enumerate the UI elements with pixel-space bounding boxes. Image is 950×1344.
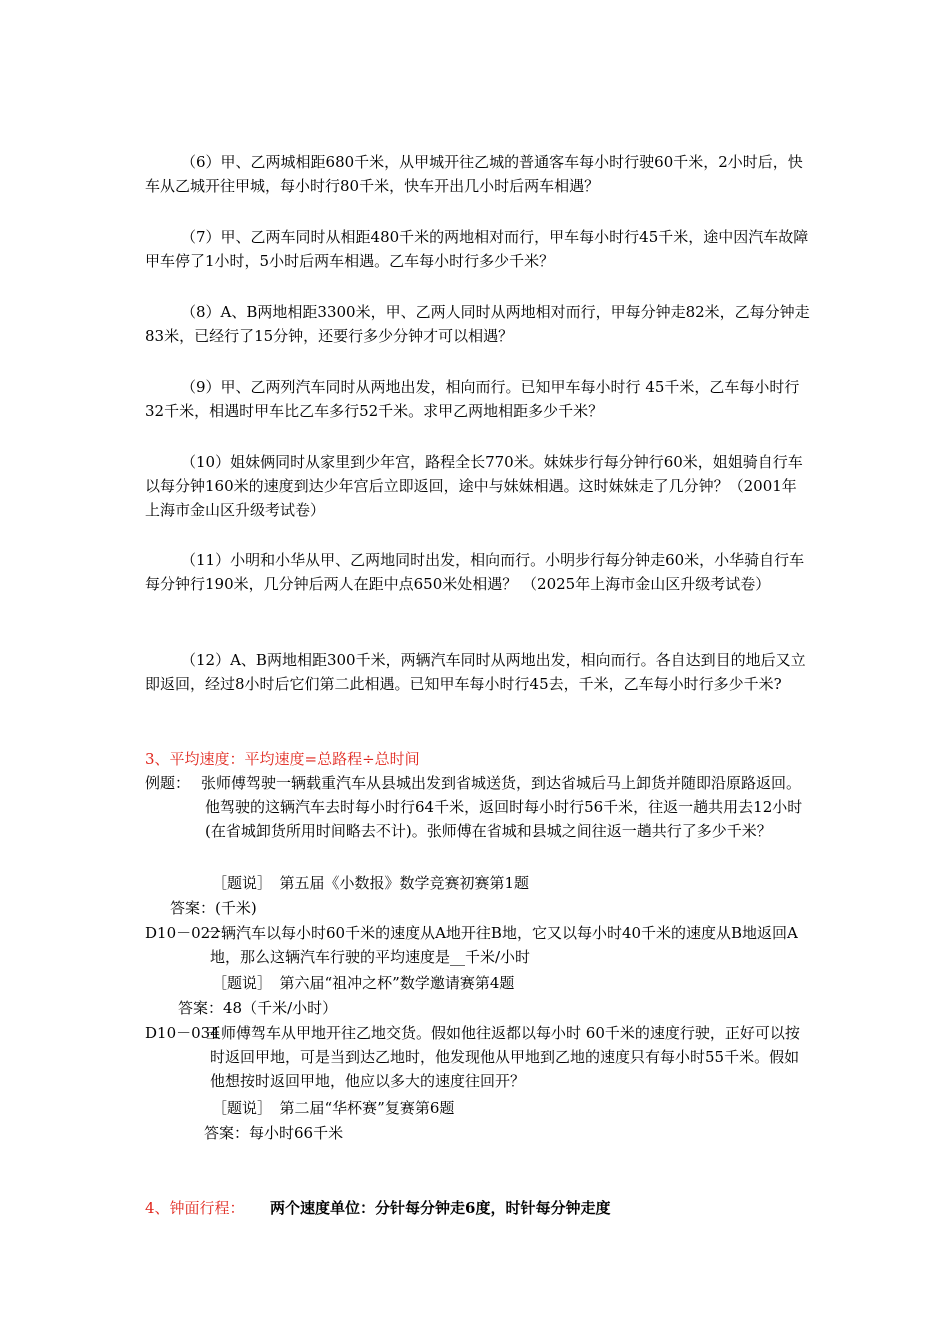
problem-7: （7）甲、乙两车同时从相距480千米的两地相对而行，甲车每小时行45千米，途中因汽车故障甲车停了1小时，5小时后两车相遇。乙车每小时行多少千米？ [145,228,809,270]
example-note: ［题说］ 第五届《小数报》数学竞赛初赛第1题 [212,874,530,892]
example-answer: 答案：(千米) [170,899,257,917]
d10-022-id: D10－022 [145,924,220,942]
section-4-heading: 4、钟面行程： [145,1199,245,1217]
example-label: 例题： [145,774,191,792]
section-4-subheading: 两个速度单位：分针每分钟走6度，时针每分钟走度 [270,1199,611,1217]
problem-10: （10）姐妹俩同时从家里到少年宫，路程全长770米。妹妹步行每分钟行60米，姐姐骑自行车以每分钟160米的速度到达少年宫后立即返回，途中与妹妹相遇。这时妹妹走了几分钟？（2001年上海市金山区升级考试卷） [145,453,803,519]
problem-11: （11）小明和小华从甲、乙两地同时出发，相向而行。小明步行每分钟走60米，小华骑自行车每分钟行190米，几分钟后两人在距中点650米处相遇？ （2025年上海市金山区升级考试卷） [145,551,805,593]
example-text: 张师傅驾驶一辆载重汽车从县城出发到省城送货，到达省城后马上卸货并随即沿原路返回。他驾驶的这辆汽车去时每小时行64千米，返回时每小时行56千米，往返一趟共用去12小时(在省城卸货所用时间略去不计)。张师傅在省城和县城之间往返一趟共行了多少千米？ [201,774,803,840]
problem-9: （9）甲、乙两列汽车同时从两地出发，相向而行。已知甲车每小时行 45千米，乙车每小时行32千米，相遇时甲车比乙车多行52千米。求甲乙两地相距多少千米？ [145,378,800,420]
d10-034-id: D10－034 [145,1024,220,1042]
section-3-heading: 3、平均速度：平均速度=总路程÷总时间 [145,750,420,768]
problem-12: （12）A、B两地相距300千米，两辆汽车同时从两地出发，相向而行。各自达到目的地后又立即返回，经过8小时后它们第二此相遇。已知甲车每小时行45去，千米，乙车每小时行多少千米? [145,651,806,693]
problem-6: （6）甲、乙两城相距680千米，从甲城开往乙城的普通客车每小时行驶60千米，2小时后，快车从乙城开往甲城，每小时行80千米，快车开出几小时后两车相遇？ [145,153,803,195]
d10-034-answer: 答案：每小时66千米 [204,1124,344,1142]
d10-034-note: ［题说］ 第二届“华杯赛”复赛第6题 [212,1099,455,1117]
d10-022-answer: 答案：48（千米/小时） [178,999,338,1017]
d10-022-text: 一辆汽车以每小时60千米的速度从A地开往B地，它又以每小时40千米的速度从B地返回A地，那么这辆汽车行驶的平均速度是__千米/小时 [206,924,798,966]
problem-8: （8）A、B两地相距3300米，甲、乙两人同时从两地相对而行，甲每分钟走82米，乙每分钟走83米，已经行了15分钟，还要行多少分钟才可以相遇？ [145,303,810,345]
d10-034-text: 王师傅驾车从甲地开往乙地交货。假如他往返都以每小时 60千米的速度行驶，正好可以按时返回甲地，可是当到达乙地时，他发现他从甲地到乙地的速度只有每小时55千米。假如他想按时返回甲地，他应以多大的速度往回开？ [206,1024,800,1090]
d10-022-note: ［题说］ 第六届“祖冲之杯”数学邀请赛第4题 [212,974,515,992]
